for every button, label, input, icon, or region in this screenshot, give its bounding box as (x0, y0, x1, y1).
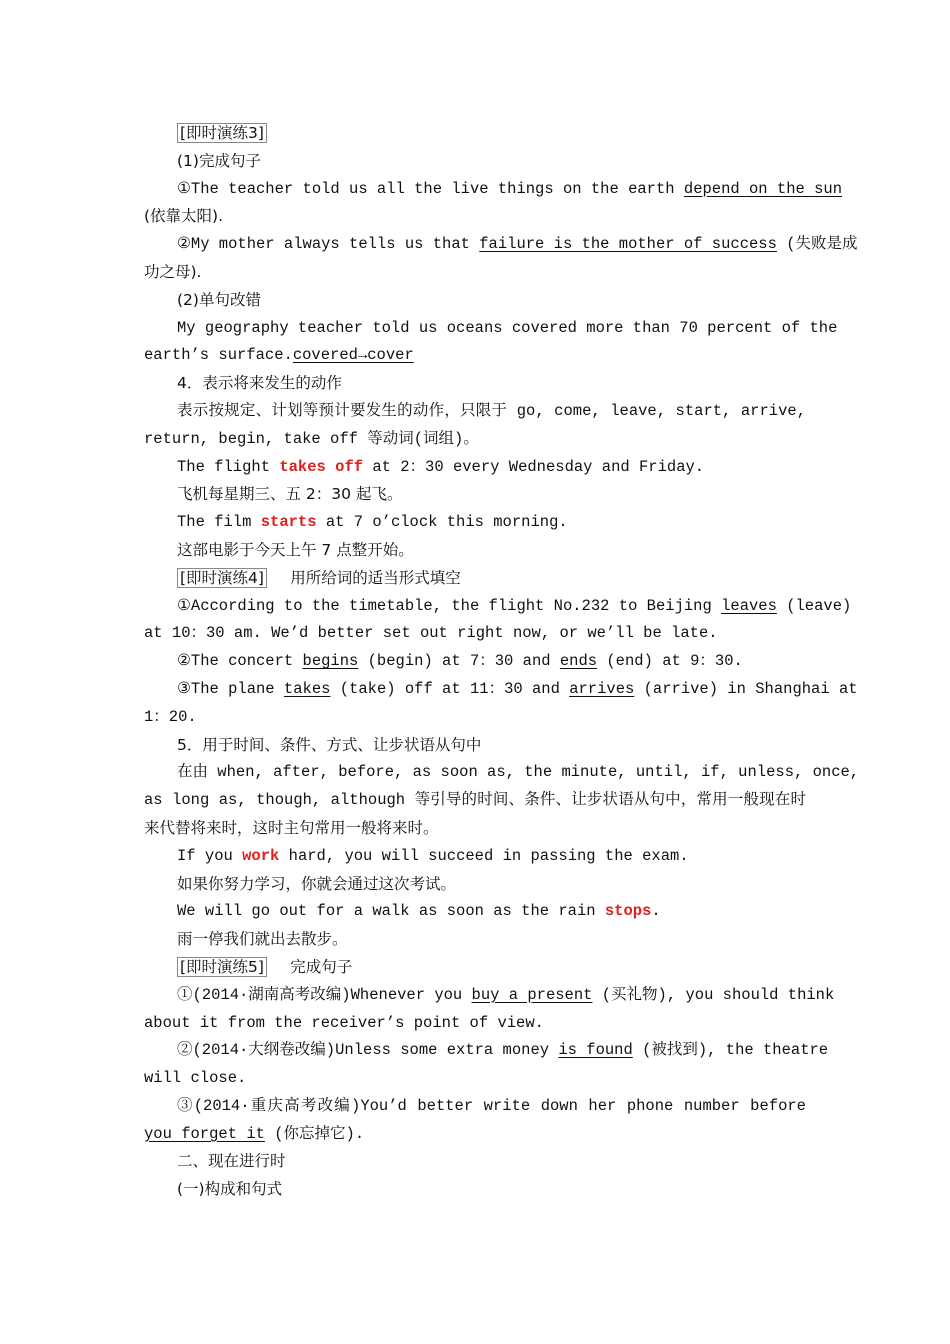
practice-4-q3-cont: 1：20. (144, 707, 197, 726)
practice-instruction: 完成句子 (290, 957, 353, 976)
practice-label: [即时演练5] (177, 957, 267, 977)
practice-5-q2-cont: will close. (144, 1069, 247, 1088)
practice-3-heading (144, 120, 806, 148)
practice-4-q1-cont: at 10：30 am. We’d better set out right now, or we’ll be late. (144, 624, 718, 643)
practice-3-q1-cont: (依靠太阳). (144, 207, 224, 226)
section-4-desc-cont: return, begin, take off 等动词(词组)。 (144, 429, 479, 448)
correction-sentence-cont: earth’s surface.covered→cover (144, 346, 414, 365)
section-5-desc: 在由 when, after, before, as soon as, the minute, until, if, unless, once, (177, 763, 860, 782)
example-translation: 这部电影于今天上午 7 点整开始。 (177, 540, 414, 559)
example-sentence: The film starts at 7 o’clock this morning. (177, 513, 568, 532)
answer: leaves (721, 596, 777, 615)
practice-5-heading (144, 954, 806, 982)
practice-3-q2: ②My mother always tells us that failure is the mother of success (失败是成 (177, 235, 858, 254)
section-5-title: 5．用于时间、条件、方式、让步状语从句中 (177, 735, 482, 754)
answer: begins (302, 652, 359, 671)
practice-label: [即时演练3] (177, 123, 267, 143)
practice-5-q1-cont: about it from the receiver’s point of view. (144, 1013, 544, 1032)
practice-4-q1: ①According to the timetable, the flight No.232 to Beijing leaves (leave) (177, 596, 852, 615)
example-sentence: We will go out for a walk as soon as the rain stops. (177, 902, 661, 921)
answer: takes (283, 679, 331, 698)
highlight: starts (260, 513, 317, 532)
answer: ends (559, 652, 598, 671)
practice-3-q1: ①The teacher told us all the live things on the earth depend on the sun (177, 179, 843, 198)
subsection-error-correction: (2)单句改错 (177, 290, 261, 309)
correction-sentence: My geography teacher told us oceans covered more than 70 percent of the (177, 318, 838, 337)
example-translation: 飞机每星期三、五 2：30 起飞。 (177, 485, 403, 504)
document-page (144, 120, 860, 1204)
answer: you forget it (144, 1124, 265, 1143)
practice-4-heading (144, 565, 806, 593)
highlight: stops (604, 902, 652, 921)
section-4-desc: 表示按规定、计划等预计要发生的动作，只限于 go, come, leave, start, arrive, (177, 401, 806, 420)
example-sentence: If you work hard, you will succeed in passing the exam. (177, 846, 689, 865)
practice-5-q2: ②(2014·大纲卷改编)Unless some extra money is found (被找到), the theatre (177, 1041, 829, 1060)
section-5-desc-cont: 来代替将来时，这时主句常用一般将来时。 (144, 818, 439, 837)
section-4-title: 4．表示将来发生的动作 (177, 374, 342, 393)
practice-label: [即时演练4] (177, 568, 267, 588)
answer: buy a present (471, 985, 593, 1004)
correction-answer: covered→cover (292, 346, 414, 365)
answer: arrives (569, 679, 635, 698)
answer: failure is the mother of success (479, 235, 777, 254)
practice-4-q3: ③The plane takes (take) off at 11：30 and arrives (arrive) in Shanghai at (177, 679, 858, 698)
section-present-continuous-title: 二、现在进行时 (177, 1152, 286, 1171)
answer: depend on the sun (683, 179, 843, 198)
practice-5-q3: ③(2014·重庆高考改编)You’d better write down her phone number before (177, 1096, 806, 1115)
example-sentence: The flight takes off at 2：30 every Wednesday and Friday. (177, 457, 705, 476)
highlight: takes off (279, 457, 364, 476)
practice-5-q1: ①(2014·湖南高考改编)Whenever you buy a present (买礼物), you should think (177, 985, 835, 1004)
example-translation: 雨一停我们就出去散步。 (177, 930, 348, 949)
section-5-desc-cont: as long as, though, although 等引导的时间、条件、让步状语从句中，常用一般现在时 (144, 791, 806, 810)
practice-instruction: 用所给词的适当形式填空 (290, 568, 461, 587)
highlight: work (242, 846, 280, 865)
practice-3-q2-cont: 功之母). (144, 262, 202, 281)
subsection-complete-sentences: (1)完成句子 (177, 151, 261, 170)
answer: is found (558, 1041, 633, 1060)
practice-5-q3-cont: you forget it (你忘掉它). (144, 1124, 365, 1143)
practice-4-q2: ②The concert begins (begin) at 7：30 and ends (end) at 9：30. (177, 652, 743, 671)
example-translation: 如果你努力学习，你就会通过这次考试。 (177, 874, 457, 893)
subsection-structure: (一)构成和句式 (177, 1180, 283, 1199)
